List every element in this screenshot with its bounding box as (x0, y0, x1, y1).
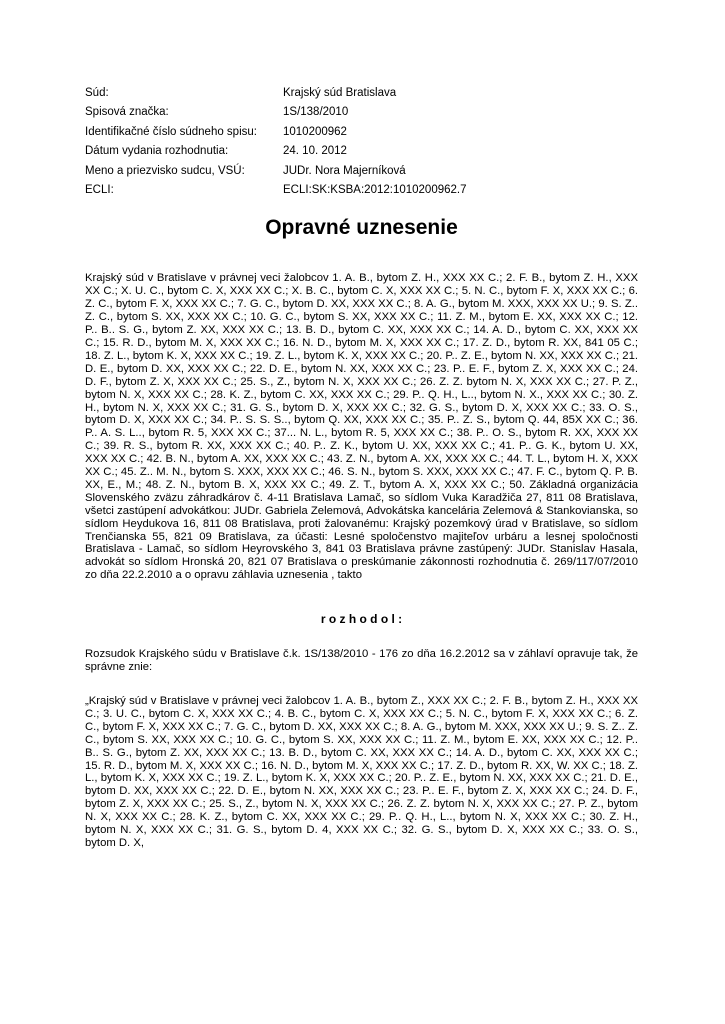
metadata-row (85, 162, 638, 181)
metadata-label: Identifikačné číslo súdneho spisu: (85, 125, 257, 138)
metadata-label: ECLI: (85, 184, 114, 197)
metadata-row (85, 142, 638, 161)
page-title: Opravné uznesenie (265, 216, 458, 240)
metadata-label: Súd: (85, 87, 109, 99)
case-metadata (85, 84, 638, 200)
metadata-row (85, 103, 638, 122)
document-content (85, 0, 638, 850)
metadata-label: Dátum vydania rozhodnutia: (85, 145, 229, 158)
intro-paragraph: Krajský súd v Bratislave v právnej veci žalobcov 1. A. B., bytom Z. H., XXX XX C.; 2. F. B., bytom Z. H., XXX XX C.; X. U. C., bytom C. X, XXX XX C.; X. B. C., bytom C. X, XXX XX C.; 5. N. C., bytom F. X, XXX XX C.; 6. Z. C., bytom F. X, XXX XX C.; 7. G. C., bytom D. XX, XXX XX C.; 8. A. G., bytom M. XXX, XXX XX U.; 9. S. Z.. Z. C., bytom S. XX, XXX XX C.; 10. G. C., bytom S. XX, XXX XX C.; 11. Z. M., bytom E. XX, XXX XX C.; 12. P.. B.. S. G., bytom Z. XX, XXX XX C.; 13. B. D., bytom C. XX, XXX XX C.; 14. A. D., bytom C. XX, XXX XX C.; 15. R. D., bytom M. X, XXX XX C.; 16. N. D., bytom M. X, XXX XX C.; 17. Z. D., bytom R. XX, 841 05 C.; 18. Z. L., bytom K. X, XXX XX C.; 19. Z. L., bytom K. X, XXX XX C.; 20. P.. Z. E., bytom N. XX, XXX XX C.; 21. D. E., bytom D. XX, XXX XX C.; 22. D. E., bytom N. XX, XXX XX C.; 23. P.. E. F., bytom Z. X, XXX XX C.; 24. D. F., bytom Z. X, XXX XX C.; 25. S., Z., bytom N. X, XXX XX C.; 26. Z. Z. bytom N. X, XXX XX C.; 27. P. Z., bytom N. X, XXX XX C.; 28. K. Z., bytom C. XX, XXX XX C.; 29. P.. Q. H., L.., bytom N. X., XXX XX C.; 30. Z. H., bytom N. X, XXX XX C.; 31. G. S., bytom D. X, XXX XX C.; 32. G. S., bytom D. X, XXX XX C.; 33. O. S., bytom D. X, XXX XX C.; 34. P.. S. S. S.., bytom Q. XX, XXX XX C.; 35. P.. Z. S., bytom Q. 44, 85X XX C.; 36. P.. A. S. L.., bytom R. 5, XXX XX C.; 37... N. L., bytom R. 5, XXX XX C.; 38. P.. O. S., bytom R. XX, XXX XX C.; 39. R. S., bytom R. XX, XXX XX C.; 40. P.. Z. K., bytom U. XX, XXX XX C.; 41. P.. G. K., bytom U. XX, XXX XX C.; 42. B. N., bytom A. XX, XXX XX C.; 43. Z. N., bytom A. XX, XXX XX C.; 44. T. L., bytom H. X, XXX XX C.; 45. Z.. M. N., bytom S. XXX, XXX XX C.; 46. S. N., bytom S. XXX, XXX XX C.; 47. F. C., bytom Q. P. B. XX, E., M.; 48. Z. N., bytom B. X, XXX XX C.; 49. Z. T., bytom A. X, XXX XX C.; 50. Základná organizácia Slovenského zväzu záhradkárov č. 4-11 Bratislava Lamač, so sídlom Vuka Karadžiča 27, 811 08 Bratislava, všetci zastúpení advokátkou: JUDr. Gabriela Zelemová, Advokátska kancelária Zelemová & Stankovianska, so sídlom Heydukova 16, 811 08 Bratislava, proti žalovanému: Krajský pozemkový úrad v Bratislave, so sídlom Trenčianska 55, 821 09 Bratislava, za účasti: Lesné spoločenstvo majiteľov urbáru a lesnej spoločnosti Bratislava - Lamač, so sídlom Heyrovského 3, 841 03 Bratislava právne zastúpený: JUDr. Stanislav Hasala, advokát so sídlom Hronská 20, 821 07 Bratislava o preskúmanie zákonnosti rozhodnutia č. 269/117/07/2010 zo dňa 22.2.2010 a o opravu záhlavia uznesenia , takto (85, 272, 638, 582)
metadata-label: Meno a priezvisko sudcu, VSÚ: (85, 164, 245, 177)
metadata-value: 1S/138/2010 (283, 106, 349, 119)
metadata-row (85, 84, 638, 103)
metadata-label: Spisová značka: (85, 106, 169, 119)
metadata-row (85, 181, 638, 200)
metadata-value: ECLI:SK:KSBA:2012:1010200962.7 (283, 184, 467, 197)
ruling-intro-paragraph: Rozsudok Krajského súdu v Bratislave č.k. 1S/138/2010 - 176 zo dňa 16.2.2012 sa v záhlaví opravuje tak, že správne znie: (85, 648, 638, 674)
corrected-text-paragraph: „Krajský súd v Bratislave v právnej veci žalobcov 1. A. B., bytom Z., XXX XX C.; 2. F. B., bytom Z. H., XXX XX C.; 3. U. C., bytom C. X, XXX XX C.; 4. B. C., bytom C. X, XXX XX C.; 5. N. C., bytom F. X, XXX XX C.; 6. Z. C., bytom F. X, XXX XX C.; 7. G. C., bytom D. XX, XXX XX C.; 8. A. G., bytom M. XXX, XXX XX U.; 9. S. Z.. Z. C., bytom S. XX, XXX XX C.; 10. G. C., bytom S. XX, XXX XX C.; 11. Z. M., bytom E. XX, XXX XX C.; 12. P.. B.. S. G., bytom Z. XX, XXX XX C.; 13. B. D., bytom C. XX, XXX XX C.; 14. A. D., bytom C. XX, XXX XX C.; 15. R. D., bytom M. X, XXX XX C.; 16. N. D., bytom M. X, XXX XX C.; 17. Z. D., bytom R. XX, W. XX C.; 18. Z. L., bytom K. X, XXX XX C.; 19. Z. L., bytom K. X, XXX XX C.; 20. P.. Z. E., bytom N. XX, XXX XX C.; 21. D. E., bytom D. XX, XXX XX C.; 22. D. E., bytom N. XX, XXX XX C.; 23. P.. E. F., bytom Z. X, XXX XX C.; 24. D. F., bytom Z. X, XXX XX C.; 25. S., Z., bytom N. X, XXX XX C.; 26. Z. Z. bytom N. X, XXX XX C.; 27. P. Z., bytom N. X, XXX XX C.; 28. K. Z., bytom C. XX, XXX XX C.; 29. P.. Q. H., L.., bytom N. X, XXX XX C.; 30. Z. H., bytom N. X, XXX XX C.; 31. G. S., bytom D. 4, XXX XX C.; 32. G. S., bytom D. X, XXX XX C.; 33. O. S., bytom D. X, (85, 695, 638, 849)
metadata-row (85, 123, 638, 142)
metadata-value: 1010200962 (283, 125, 347, 138)
ruling-heading: r o z h o d o l : (320, 612, 403, 627)
metadata-value: JUDr. Nora Majerníková (283, 164, 406, 177)
metadata-value: 24. 10. 2012 (283, 145, 347, 158)
metadata-value: Krajský súd Bratislava (283, 87, 397, 99)
